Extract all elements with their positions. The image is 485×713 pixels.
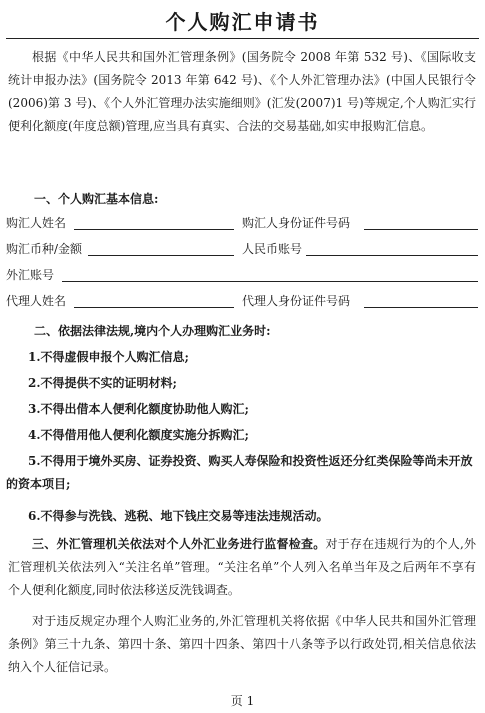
- rule-item-2: 2.不得提供不实的证明材料;: [28, 376, 177, 390]
- fx-account-field[interactable]: [62, 281, 478, 282]
- intro-paragraph: 根据《中华人民共和国外汇管理条例》(国务院令 2008 年第 532 号)、《国际收支统计申报办法》(国务院令 2013 年第 642 号)、《个人外汇管理办法》(中国人民银行令(2006)第 3 号)、《个人外汇管理办法实施细则》(汇发(2007)1 号)等规定,个人购汇实行便利化额度(年度总额)管理,应当具有真实、合法的交易基础,如实申报购汇信息。: [8, 50, 476, 133]
- agent-id-field[interactable]: [364, 307, 478, 308]
- rule-item-6: 6.不得参与洗钱、逃税、地下钱庄交易等违法违规活动。: [28, 509, 329, 523]
- rule-item-1: 1.不得虚假申报个人购汇信息;: [28, 350, 189, 364]
- form-row-agent: [6, 292, 478, 314]
- currency-amount-label: 购汇币种/金额: [6, 242, 83, 256]
- rule-item-5: 5.不得用于境外买房、证券投资、购买人寿保险和投资性返还分红类保险等尚未开放的资本项目;: [6, 454, 473, 491]
- document-title: 个人购汇申请书: [165, 10, 320, 34]
- rmb-account-field[interactable]: [306, 255, 478, 256]
- buyer-id-label: 购汇人身份证件号码: [242, 216, 351, 230]
- title-divider: [6, 38, 479, 39]
- section3-heading: 三、外汇管理机关依法对个人外汇业务进行监督检查。: [32, 537, 326, 551]
- rule-item-4: 4.不得借用他人便利化额度实施分拆购汇;: [28, 428, 249, 442]
- form-row-buyer: [6, 214, 478, 236]
- section2-heading: 二、依据法律法规,境内个人办理购汇业务时:: [34, 324, 271, 338]
- agent-name-label: 代理人姓名: [6, 294, 67, 308]
- rule-item-3: 3.不得出借本人便利化额度协助他人购汇;: [28, 402, 249, 416]
- page-number: 页 1: [230, 694, 255, 708]
- closing-paragraph: 对于违反规定办理个人购汇业务的,外汇管理机关将依据《中华人民共和国外汇管理条例》第三十九条、第四十条、第四十四条、第四十八条等予以行政处罚,相关信息依法纳入个人征信记录。: [8, 614, 476, 674]
- agent-name-field[interactable]: [74, 307, 234, 308]
- fx-account-label: 外汇账号: [6, 268, 55, 282]
- currency-amount-field[interactable]: [88, 255, 234, 256]
- section3-paragraph: [8, 533, 476, 602]
- section3-text: 对于存在违规行为的个人,外汇管理机关依法列入“关注名单”管理。“关注名单”个人列入名单当年及之后两年不享有个人便利化额度,同时依法移送反洗钱调查。: [8, 537, 476, 597]
- section1-heading: 一、个人购汇基本信息:: [34, 192, 159, 206]
- rmb-account-label: 人民币账号: [242, 242, 303, 256]
- form-row-currency: [6, 240, 478, 262]
- form-row-fx: [6, 266, 478, 288]
- buyer-id-field[interactable]: [364, 229, 478, 230]
- agent-id-label: 代理人身份证件号码: [242, 294, 351, 308]
- buyer-name-field[interactable]: [74, 229, 234, 230]
- buyer-name-label: 购汇人姓名: [6, 216, 67, 230]
